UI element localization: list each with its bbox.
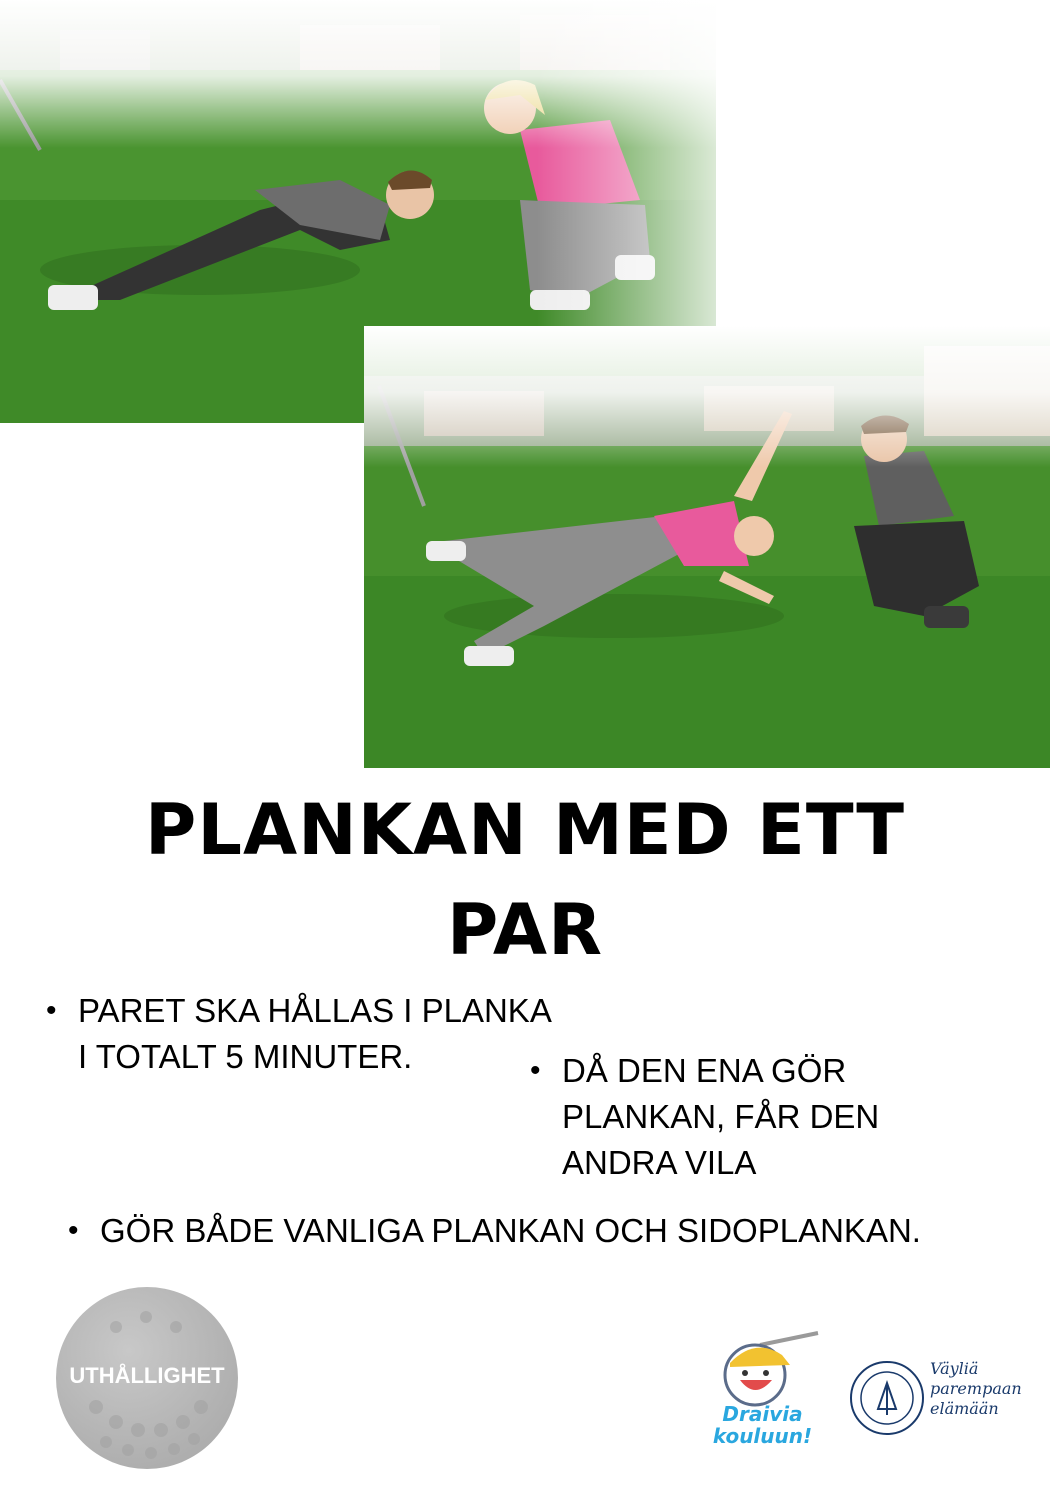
photo-side-plank xyxy=(364,326,1050,768)
title-line-2: PAR xyxy=(447,889,603,971)
bullet-text-line: ANDRA VILA xyxy=(562,1144,757,1181)
bullet-marker: • xyxy=(46,994,57,1027)
golf-slogan-line-1: Väyliä xyxy=(930,1359,979,1378)
bullet-marker: • xyxy=(530,1054,541,1087)
draivia-text-line-1: Draivia xyxy=(722,1402,803,1426)
bullet-text-line: PARET SKA HÅLLAS I PLANKA xyxy=(78,992,552,1029)
category-label: UTHÅLLIGHET xyxy=(69,1363,225,1388)
mascot-icon xyxy=(700,1325,825,1410)
title-line-1: PLANKAN MED ETT xyxy=(145,789,905,871)
bullet-text-line: I TOTALT 5 MINUTER. xyxy=(78,1038,413,1075)
golf-slogan-line-2: parempaan xyxy=(930,1379,1022,1398)
bullet-take-turns xyxy=(530,1048,962,1186)
draivia-logo xyxy=(700,1325,825,1460)
bullet-text-line: DÅ DEN ENA GÖR xyxy=(562,1052,847,1089)
bullet-text-line: PLANKAN, FÅR DEN xyxy=(562,1098,880,1135)
golf-slogan-line-3: elämään xyxy=(930,1399,999,1418)
golf-federation-logo xyxy=(848,1355,1028,1455)
page-title xyxy=(0,780,1050,980)
draivia-text-line-2: kouluun! xyxy=(712,1424,813,1448)
bullet-marker: • xyxy=(68,1214,79,1247)
bullet-text-line: GÖR BÅDE VANLIGA PLANKAN OCH SIDOPLANKAN. xyxy=(100,1212,921,1249)
golf-federation-seal-icon xyxy=(848,1359,926,1437)
category-badge xyxy=(56,1287,238,1469)
bullet-both-variants xyxy=(68,1208,1020,1254)
